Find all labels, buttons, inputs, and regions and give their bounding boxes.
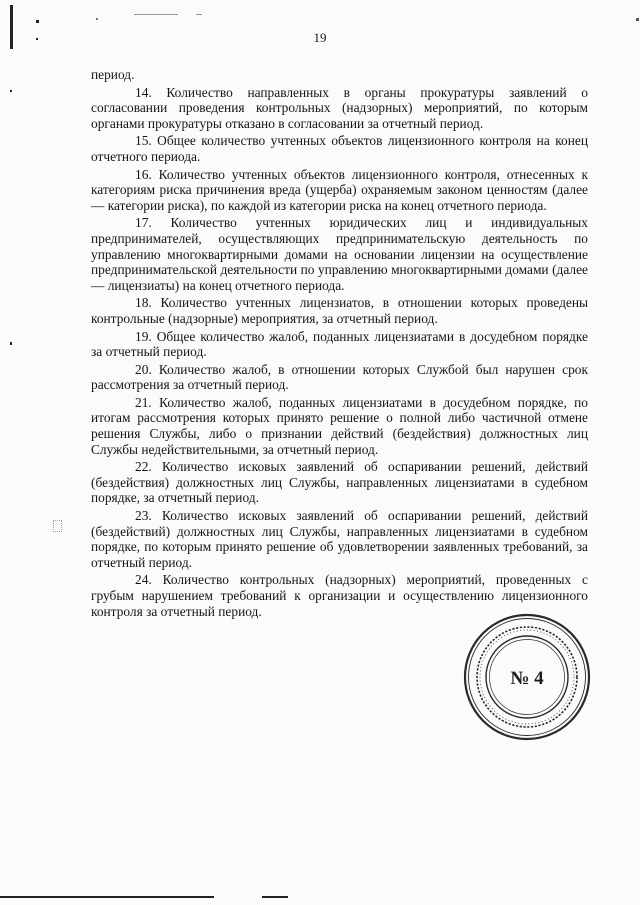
scan-dot <box>96 18 98 20</box>
paragraph-20: 20. Количество жалоб, в отношении которых Службой был нарушен срок рассмотрения за отчетный период. <box>91 361 588 393</box>
scan-dot <box>10 342 12 345</box>
page-number: 19 <box>313 30 327 45</box>
official-stamp <box>462 612 592 742</box>
stamp-center-number: № 4 <box>510 668 544 689</box>
scan-dot <box>134 14 178 15</box>
scan-speck-cluster <box>53 520 62 532</box>
paragraph-16: 16. Количество учтенных объектов лицензионного контроля, отнесенных к категориям риска причинения вреда (ущерба) охраняемым законом ценностям (далее — категории риска), по каждой из категории риска на конец отчетного периода. <box>91 166 588 213</box>
paragraph-18: 18. Количество учтенных лицензиатов, в отношении которых проведены контрольные (надзорные) мероприятия, за отчетный период. <box>91 295 588 326</box>
paragraph-continuation: период. <box>91 67 135 82</box>
paragraph-19: 19. Общее количество жалоб, поданных лицензиатами в досудебном порядке за отчетный период. <box>91 328 588 360</box>
scan-dot <box>636 18 639 21</box>
scan-dot <box>10 90 12 92</box>
scan-bottom-edge-line <box>262 896 288 898</box>
scan-dot <box>196 14 202 15</box>
paragraph-21: 21. Количество жалоб, поданных лицензиатами в досудебном порядке, по итогам рассмотрения которых принято решение о полной либо частичной отмене решения Службы, либо о признании действий (бездействия) должностных лиц Службы недействительными, за отчетный период. <box>91 394 588 457</box>
scan-dot <box>36 20 39 23</box>
paragraph-14: 14. Количество направленных в органы прокуратуры заявлений о согласовании проведения контрольных (надзорных) мероприятий, по которым органами прокуратуры отказано в согласовании за отчетный период. <box>91 84 588 131</box>
paragraph-15: 15. Общее количество учтенных объектов лицензионного контроля на конец отчетного периода. <box>91 133 588 164</box>
scan-bottom-edge-line <box>0 896 214 898</box>
paragraph-17: 17. Количество учтенных юридических лиц и индивидуальных предпринимателей, осуществляющих предпринимательскую деятельность по управлению многоквартирными домами на основании лицензии на осуществление предпринимательской деятельности по управлению многоквартирными домами (далее — лицензиаты) на конец отчетного периода. <box>91 215 588 293</box>
paragraph-22: 22. Количество исковых заявлений об оспаривании решений, действий (бездействия) должностных лиц Службы, направленных лицензиатами в судебном порядке, за отчетный период. <box>91 459 588 506</box>
paragraph-23: 23. Количество исковых заявлений об оспаривании решений, действий (бездействий) должностных лиц Службы, направленных лицензиатами в судебном порядке, по которым принято решение об удовлетворении заявленных требований, за отчетный период. <box>91 508 588 570</box>
document-body <box>91 67 588 621</box>
paragraph-24: 24. Количество контрольных (надзорных) мероприятий, проведенных с грубым нарушением требований к организации и осуществлению лицензионного контроля за отчетный период. <box>91 572 588 619</box>
